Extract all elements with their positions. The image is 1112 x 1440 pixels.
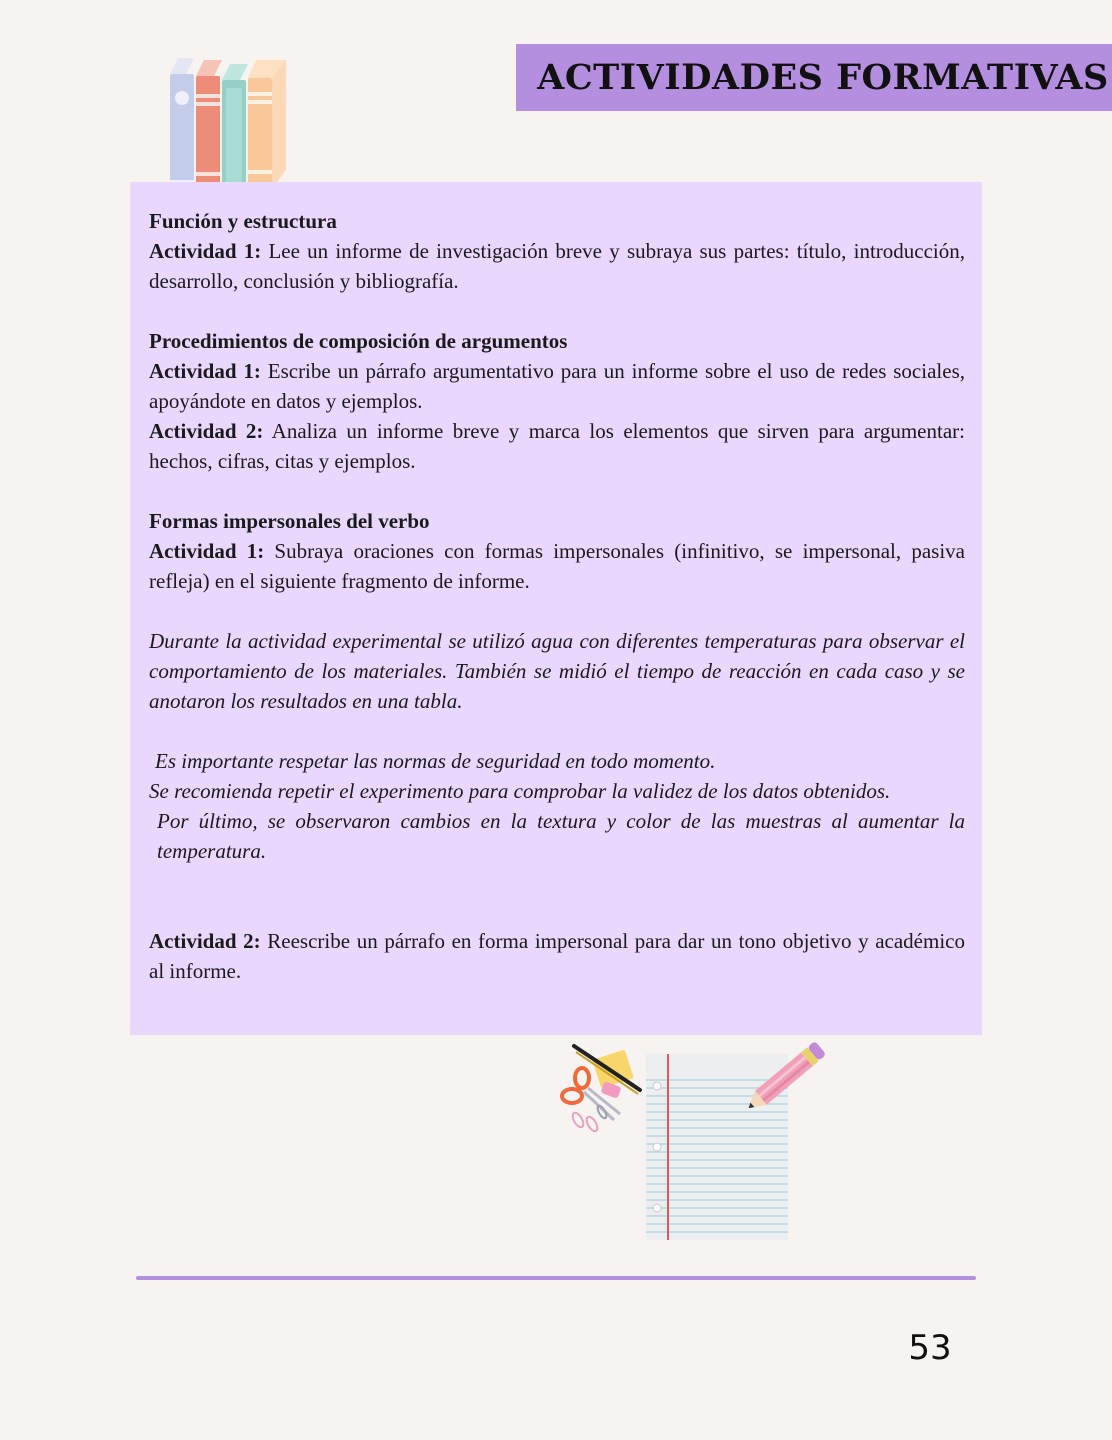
- page-title: ACTIVIDADES FORMATIVAS: [537, 57, 1109, 98]
- activity-paragraph: [149, 416, 965, 476]
- activity-text: Lee un informe de investigación breve y subraya sus partes: título, introducción, desarrollo, conclusión y bibliografía.: [149, 239, 965, 293]
- school-supplies-icon: [556, 1040, 646, 1135]
- section-heading: Función y estructura: [149, 209, 337, 233]
- activity-label: Actividad 2:: [149, 419, 264, 443]
- activity-text: Analiza un informe breve y marca los elementos que sirven para argumentar: hechos, cifras, citas y ejemplos.: [149, 419, 965, 473]
- activity-text: Subraya oraciones con formas impersonales (infinitivo, se impersonal, pasiva refleja) en el siguiente fragmento de informe.: [149, 539, 965, 593]
- activity-label: Actividad 1:: [149, 539, 265, 563]
- excerpt-paragraph: Durante la actividad experimental se utilizó agua con diferentes temperaturas para observar el comportamiento de los materiales. También se midió el tiempo de reacción en cada caso y se anotaron los resultados en una tabla.: [149, 629, 965, 713]
- activity-label: Actividad 1:: [149, 239, 262, 263]
- activity-paragraph: [149, 236, 965, 296]
- activity-paragraph: [149, 926, 965, 986]
- books-icon: [162, 52, 292, 192]
- activity-paragraph: [149, 356, 965, 416]
- footer-divider: [136, 1276, 976, 1280]
- activity-paragraph: [149, 536, 965, 596]
- activities-content: [149, 206, 965, 986]
- section-heading: Formas impersonales del verbo: [149, 509, 430, 533]
- activity-label: Actividad 2:: [149, 929, 261, 953]
- title-banner: [516, 44, 1112, 111]
- pencil-icon: [738, 1032, 834, 1124]
- excerpt-line: Es importante respetar las normas de seguridad en todo momento.: [155, 749, 716, 773]
- page-number: 53: [908, 1328, 952, 1368]
- activity-label: Actividad 1:: [149, 359, 261, 383]
- excerpt-line: Por último, se observaron cambios en la textura y color de las muestras al aumentar la temperatura.: [157, 809, 965, 863]
- excerpt-line: Se recomienda repetir el experimento para comprobar la validez de los datos obtenidos.: [149, 779, 891, 803]
- section-heading: Procedimientos de composición de argumentos: [149, 329, 568, 353]
- activity-text: Reescribe un párrafo en forma impersonal para dar un tono objetivo y académico al informe.: [149, 929, 965, 983]
- activity-text: Escribe un párrafo argumentativo para un informe sobre el uso de redes sociales, apoyándote en datos y ejemplos.: [149, 359, 965, 413]
